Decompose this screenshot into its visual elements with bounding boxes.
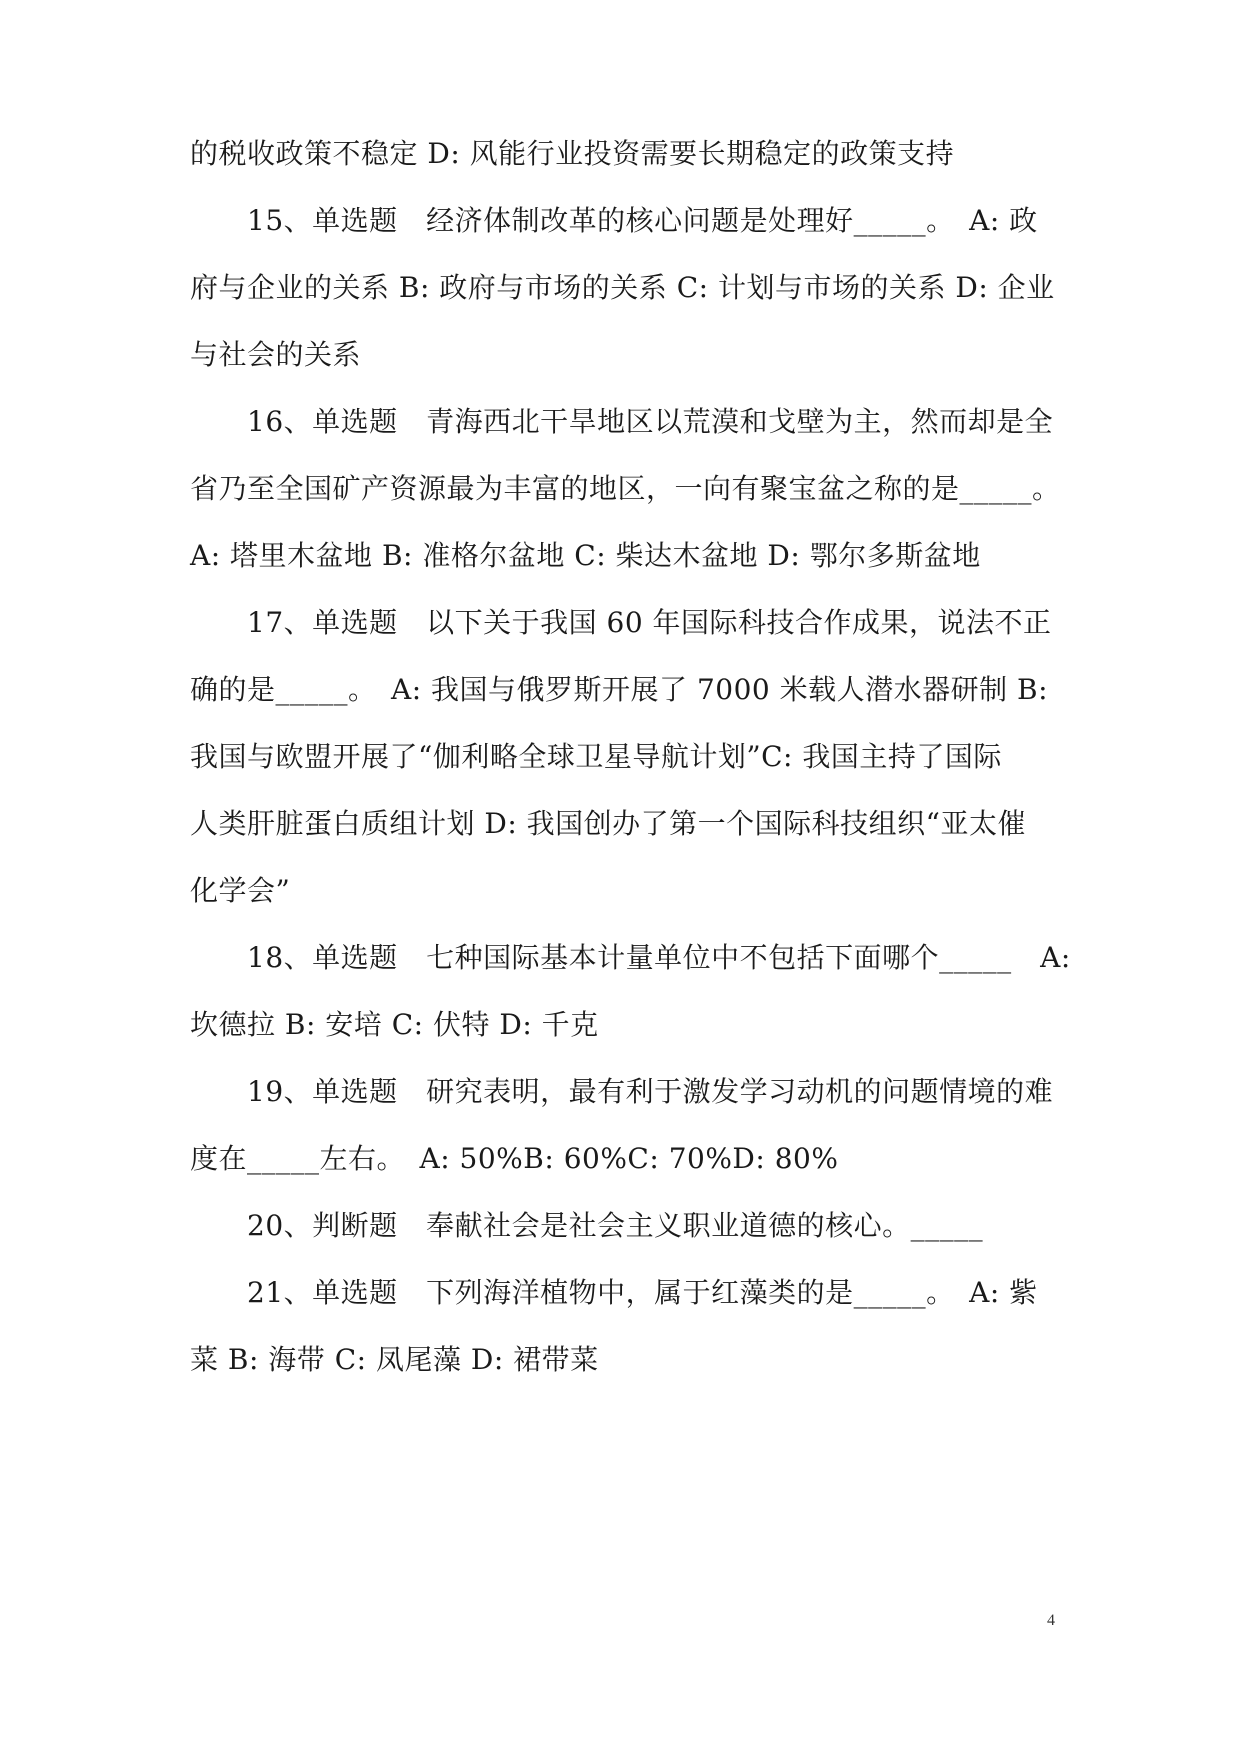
text-line: 的税收政策不稳定 D: 风能行业投资需要长期稳定的政策支持: [190, 137, 955, 170]
question-16-line: 16、单选题 青海西北干旱地区以荒漠和戈壁为主，然而却是全: [247, 405, 1054, 438]
text-line: 与社会的关系: [190, 338, 362, 371]
text-line: 化学会”: [190, 874, 291, 907]
text-line: 度在_____左右。 A: 50%B: 60%C: 70%D: 80%: [190, 1142, 839, 1175]
question-20-line: 20、判断题 奉献社会是社会主义职业道德的核心。_____: [247, 1209, 984, 1242]
text-line: 菜 B: 海带 C: 凤尾藻 D: 裙带菜: [190, 1343, 599, 1376]
text-line: 府与企业的关系 B: 政府与市场的关系 C: 计划与市场的关系 D: 企业: [190, 271, 1055, 304]
question-21-line: 21、单选题 下列海洋植物中，属于红藻类的是_____。 A: 紫: [247, 1276, 1038, 1309]
text-line: 人类肝脏蛋白质组计划 D: 我国创办了第一个国际科技组织“亚太催: [190, 807, 1027, 840]
text-line: A: 塔里木盆地 B: 准格尔盆地 C: 柴达木盆地 D: 鄂尔多斯盆地: [190, 539, 981, 572]
question-18-line: 18、单选题 七种国际基本计量单位中不包括下面哪个_____ A:: [247, 941, 1071, 974]
text-line: 确的是_____。 A: 我国与俄罗斯开展了 7000 米载人潜水器研制 B:: [190, 673, 1049, 706]
text-line: 我国与欧盟开展了“伽利略全球卫星导航计划”C: 我国主持了国际: [190, 740, 1002, 773]
page-number: 4: [1047, 1612, 1055, 1629]
question-17-line: 17、单选题 以下关于我国 60 年国际科技合作成果，说法不正: [247, 606, 1052, 639]
question-19-line: 19、单选题 研究表明，最有利于激发学习动机的问题情境的难: [247, 1075, 1054, 1108]
text-line: 省乃至全国矿产资源最为丰富的地区，一向有聚宝盆之称的是_____。: [190, 472, 1061, 505]
question-15-line: 15、单选题 经济体制改革的核心问题是处理好_____。 A: 政: [247, 204, 1038, 237]
text-line: 坎德拉 B: 安培 C: 伏特 D: 千克: [190, 1008, 599, 1041]
